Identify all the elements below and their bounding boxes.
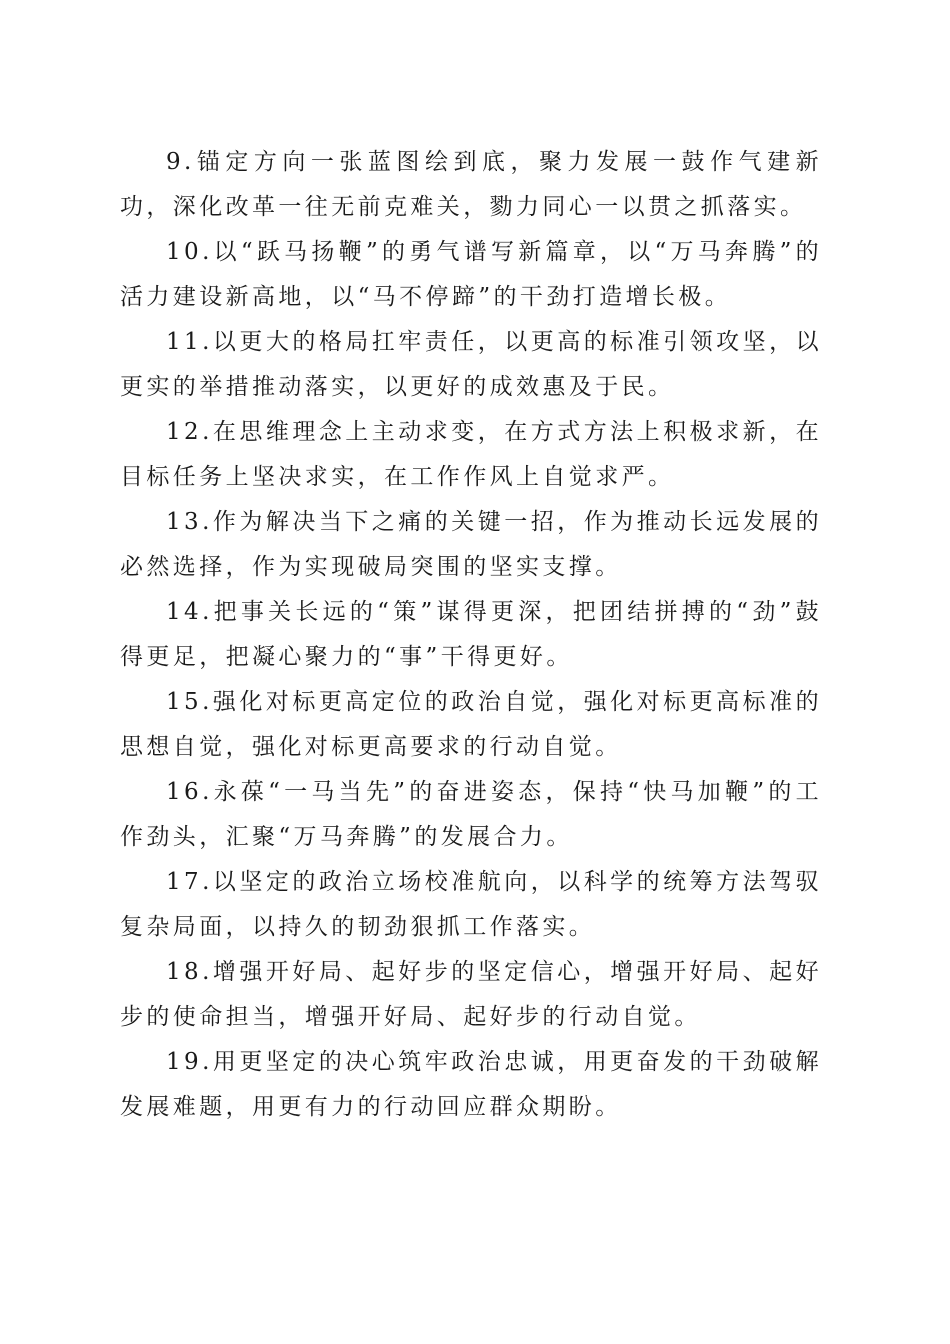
paragraph-15: 15.强化对标更高定位的政治自觉，强化对标更高标准的思想自觉，强化对标更高要求的行动自觉。 [120, 689, 822, 760]
document-body [120, 140, 822, 1130]
paragraph-16: 16.永葆“一马当先”的奋进姿态，保持“快马加鞭”的工作劲头，汇聚“万马奔腾”的发展合力。 [120, 779, 822, 850]
paragraph-17: 17.以坚定的政治立场校准航向，以科学的统筹方法驾驭复杂局面，以持久的韧劲狠抓工作落实。 [120, 869, 822, 940]
paragraph-18: 18.增强开好局、起好步的坚定信心，增强开好局、起好步的使命担当，增强开好局、起好步的行动自觉。 [120, 959, 822, 1030]
paragraph-10: 10.以“跃马扬鞭”的勇气谱写新篇章，以“万马奔腾”的活力建设新高地，以“马不停蹄”的干劲打造增长极。 [120, 239, 822, 310]
paragraph-14: 14.把事关长远的“策”谋得更深，把团结拼搏的“劲”鼓得更足，把凝心聚力的“事”干得更好。 [120, 599, 822, 670]
paragraph-19: 19.用更坚定的决心筑牢政治忠诚，用更奋发的干劲破解发展难题，用更有力的行动回应群众期盼。 [120, 1049, 822, 1120]
paragraph-12: 12.在思维理念上主动求变，在方式方法上积极求新，在目标任务上坚决求实，在工作作风上自觉求严。 [120, 419, 822, 490]
paragraph-9: 9.锚定方向一张蓝图绘到底，聚力发展一鼓作气建新功，深化改革一往无前克难关，勠力同心一以贯之抓落实。 [120, 149, 822, 220]
paragraph-13: 13.作为解决当下之痛的关键一招，作为推动长远发展的必然选择，作为实现破局突围的坚实支撑。 [120, 509, 822, 580]
paragraph-11: 11.以更大的格局扛牢责任，以更高的标准引领攻坚，以更实的举措推动落实，以更好的成效惠及于民。 [120, 329, 822, 400]
